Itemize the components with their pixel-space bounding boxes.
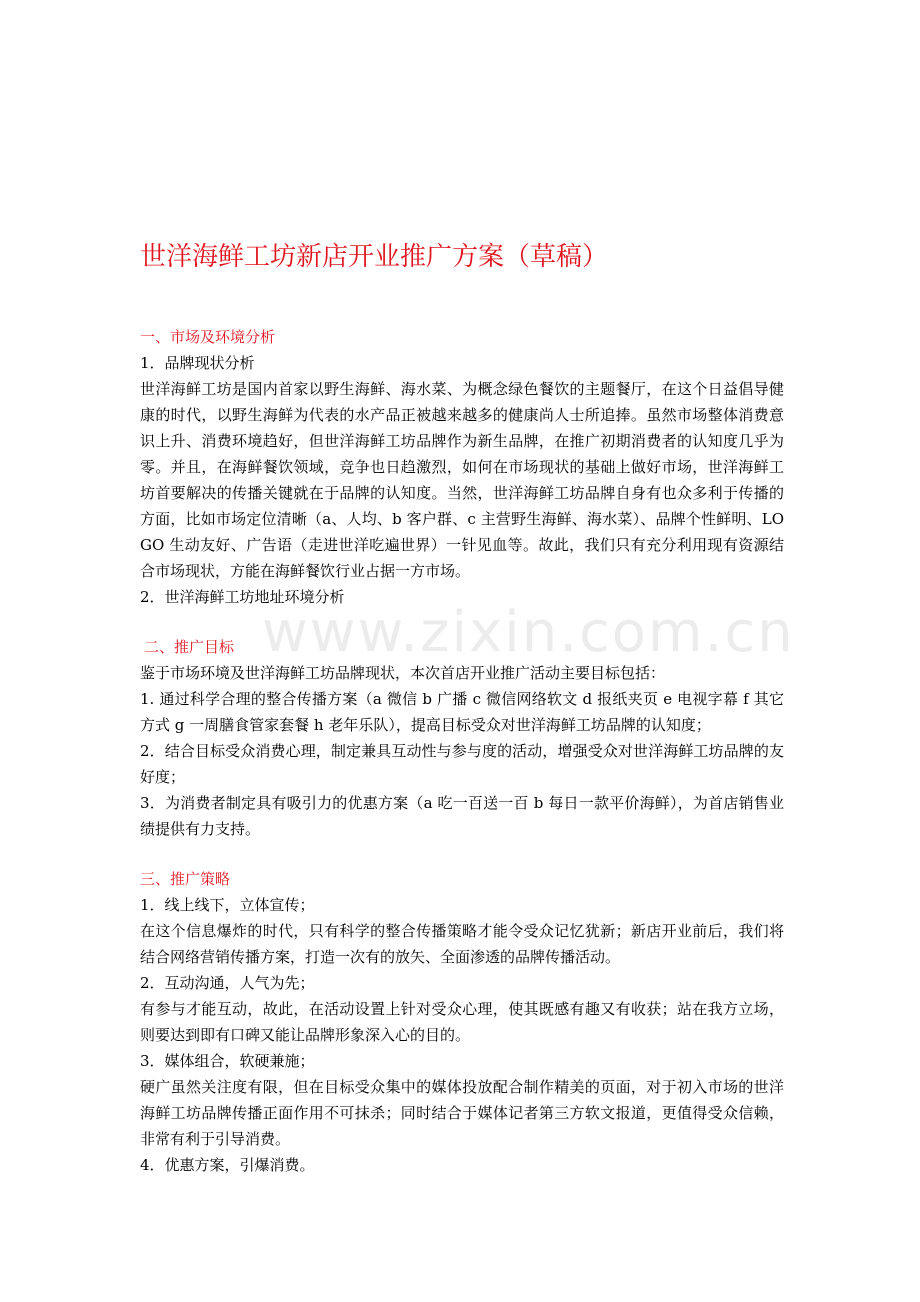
- document-title: 世洋海鲜工坊新店开业推广方案（草稿）: [140, 242, 609, 272]
- sub-heading: 2．世洋海鲜工坊地址环境分析: [140, 588, 345, 606]
- sub-heading: 1．线上线下，立体宣传；: [140, 896, 315, 914]
- document-page: [140, 232, 784, 1204]
- sub-heading: 2．互动沟通，人气为先；: [140, 974, 315, 992]
- list-item: 2．结合目标受众消费心理，制定兼具互动性与参与度的活动，增强受众对世洋海鲜工坊品牌的友好度；: [140, 742, 784, 786]
- section-heading: 三、推广策略: [140, 870, 231, 888]
- section-heading: 一、市场及环境分析: [140, 328, 276, 346]
- body-paragraph: 世洋海鲜工坊是国内首家以野生海鲜、海水菜、为概念绿色餐饮的主题餐厅，在这个日益倡导健康的时代，以野生海鲜为代表的水产品正被越来越多的健康尚人士所追捧。虽然市场整体消费意识上升、消费环境趋好，但世洋海鲜工坊品牌作为新生品牌，在推广初期消费者的认知度几乎为零。并且，在海鲜餐饮领域，竞争也日趋激烈，如何在市场现状的基础上做好市场，世洋海鲜工坊首要解决的传播关键就在于品牌的认知度。当然，世洋海鲜工坊品牌自身有也众多利于传播的方面，比如市场定位清晰（a、人均、b 客户群、c 主营野生海鲜、海水菜）、品牌个性鲜明、LOGO 生动友好、广告语（走进世洋吃遍世界）一针见血等。故此，我们只有充分利用现有资源结合市场现状，方能在海鲜餐饮行业占据一方市场。: [140, 380, 784, 580]
- body-paragraph: 鉴于市场环境及世洋海鲜工坊品牌现状，本次首店开业推广活动主要目标包括：: [140, 664, 666, 682]
- sub-heading: 3．媒体组合，软硬兼施；: [140, 1052, 315, 1070]
- sub-heading: 1．品牌现状分析: [140, 354, 255, 372]
- body-paragraph: 硬广虽然关注度有限，但在目标受众集中的媒体投放配合制作精美的页面，对于初入市场的世洋海鲜工坊品牌传播正面作用不可抹杀；同时结合于媒体记者第三方软文报道，更值得受众信赖，非常有利于引导消费。: [140, 1078, 784, 1148]
- section-heading: 二、推广目标: [144, 638, 235, 656]
- body-paragraph: 有参与才能互动，故此，在活动设置上针对受众心理，使其既感有趣又有收获；站在我方立场，则要达到即有口碑又能让品牌形象深入心的目的。: [140, 1000, 784, 1044]
- section-market-analysis: [140, 326, 784, 610]
- watermark: www.zixin.com.cn: [262, 600, 795, 665]
- section-promotion-goals: [140, 636, 784, 842]
- section-promotion-strategy: [140, 868, 784, 1178]
- list-item: 3．为消费者制定具有吸引力的优惠方案（a 吃一百送一百 b 每日一款平价海鲜），为首店销售业绩提供有力支持。: [140, 794, 784, 838]
- sub-heading: 4．优惠方案，引爆消费。: [140, 1156, 315, 1174]
- list-item: 1. 通过科学合理的整合传播方案（a 微信 b 广播 c 微信网络软文 d 报纸夹页 e 电视字幕 f 其它方式 g 一周膳食管家套餐 h 老年乐队），提高目标受众对世洋海鲜工坊品牌的认知度；: [140, 690, 784, 734]
- body-paragraph: 在这个信息爆炸的时代，只有科学的整合传播策略才能令受众记忆犹新；新店开业前后，我们将结合网络营销传播方案，打造一次有的放矢、全面渗透的品牌传播活动。: [140, 922, 784, 966]
